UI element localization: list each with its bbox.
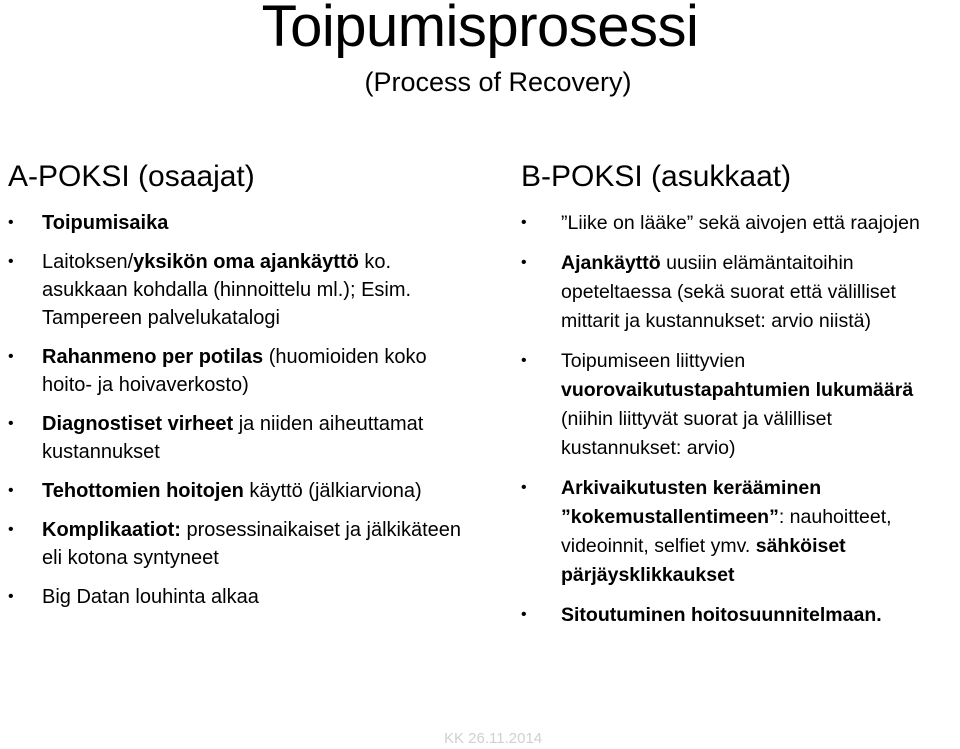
bullet-icon: • <box>8 348 14 365</box>
box-b-list <box>521 209 953 630</box>
box-a-item: • Laitoksen/yksikön oma ajankäyttö ko. asukkaan kohdalla (hinnoittelu ml.); Esim. Tampereen palvelukatalogi <box>8 248 478 332</box>
box-b <box>521 158 953 641</box>
box-a-item: • Toipumisaika <box>8 209 478 237</box>
bullet-icon: • <box>521 254 527 271</box>
box-b-item: • Toipumiseen liittyvien vuorovaikutustapahtumien lukumäärä (niihin liittyvät suorat ja välilliset kustannukset: arvio) <box>521 347 953 463</box>
bullet-icon: • <box>8 214 14 231</box>
box-a-list <box>8 209 478 611</box>
bullet-icon: • <box>521 479 527 496</box>
footer-date: KK 26.11.2014 <box>444 730 543 747</box>
box-a-item: • Tehottomien hoitojen käyttö (jälkiarviona) <box>8 477 478 505</box>
box-b-item: • Arkivaikutusten kerääminen ”kokemustallentimeen”: nauhoitteet, videoinnit, selfiet ymv. sähköiset pärjäysklikkaukset <box>521 474 953 590</box>
box-a <box>8 158 478 622</box>
bullet-icon: • <box>8 415 14 432</box>
bullet-icon: • <box>8 521 14 538</box>
box-a-item: • Big Datan louhinta alkaa <box>8 583 478 611</box>
bullet-icon: • <box>8 588 14 605</box>
slide-subtitle: (Process of Recovery) <box>364 67 632 97</box>
bullet-icon: • <box>8 253 14 270</box>
slide-title: Toipumisprosessi <box>261 0 699 59</box>
box-b-item: • Sitoutuminen hoitosuunnitelmaan. <box>521 601 953 630</box>
bullet-icon: • <box>521 606 527 623</box>
box-b-item: • ”Liike on lääke” sekä aivojen että raajojen <box>521 209 953 238</box>
box-a-heading: A-POKSI (osaajat) <box>8 160 255 193</box>
box-a-item: • Rahanmeno per potilas (huomioiden koko hoito- ja hoivaverkosto) <box>8 343 478 399</box>
bullet-icon: • <box>8 482 14 499</box>
bullet-icon: • <box>521 214 527 231</box>
box-a-item: • Komplikaatiot: prosessinaikaiset ja jälkikäteen eli kotona syntyneet <box>8 516 478 572</box>
box-b-item: • Ajankäyttö uusiin elämäntaitoihin opeteltaessa (sekä suorat että välilliset mittarit ja kustannukset: arvio niistä) <box>521 249 953 336</box>
box-b-heading: B-POKSI (asukkaat) <box>521 160 792 193</box>
bullet-icon: • <box>521 352 527 369</box>
box-a-item: • Diagnostiset virheet ja niiden aiheuttamat kustannukset <box>8 410 478 466</box>
